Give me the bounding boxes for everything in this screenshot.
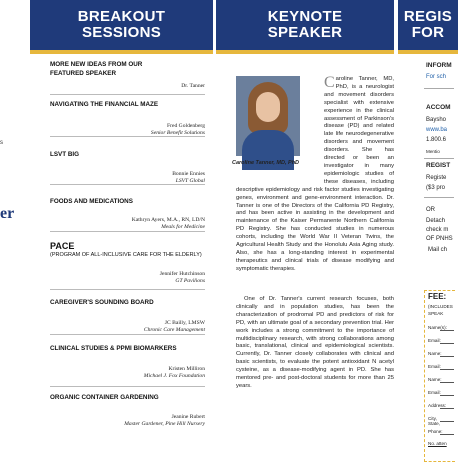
mail-check-text: Mail ch <box>428 247 448 253</box>
session-org: Meals for Medicine <box>161 224 205 230</box>
speaker-text: SPEAK <box>428 311 444 316</box>
keynote-header <box>216 0 394 50</box>
email-field-label: Email: <box>428 338 441 343</box>
session-org: LSVT Global <box>175 178 205 184</box>
divider <box>424 197 454 198</box>
city-state-field-label: City, State, <box>428 416 441 426</box>
session-org: Chronic Care Management <box>143 327 205 333</box>
keynote-header-line1: KEYNOTE <box>267 8 343 25</box>
session-item <box>50 100 205 137</box>
hotel-phone: 1.800.6 <box>426 137 447 143</box>
session-item <box>50 197 205 232</box>
email-field-label: Email: <box>428 390 441 395</box>
session-item <box>50 241 205 290</box>
breakout-header-line1: BREAKOUT <box>77 8 166 25</box>
session-speaker: Dr. Tanner <box>181 83 205 89</box>
registration-gold-rule <box>398 50 458 54</box>
fragment-text: s <box>0 140 3 146</box>
attendees-field-label: No. atten <box>428 441 447 446</box>
session-item <box>50 150 205 185</box>
includes-text: (INCLUDES <box>428 304 453 309</box>
name-input[interactable] <box>440 382 454 383</box>
keynote-header-line2: SPEAKER <box>267 24 343 41</box>
registration-heading: REGIST <box>426 162 451 169</box>
divider <box>424 158 454 159</box>
check-text: check m <box>426 227 449 233</box>
session-org: Master Gardener, Pine Hill Nursery <box>124 421 205 427</box>
session-speaker: Jennifer Hutchinson <box>159 271 205 277</box>
for-schedule-text: For sch <box>426 74 447 80</box>
session-item <box>50 393 205 433</box>
registration-header <box>398 0 458 50</box>
left-page-fragment <box>0 0 30 450</box>
name-input[interactable] <box>440 356 454 357</box>
phone-field-label: Phone: <box>428 429 443 434</box>
hotel-website: www.ba <box>426 127 448 133</box>
session-title: CAREGIVER'S SOUNDING BOARD <box>50 299 154 306</box>
keynote-column <box>216 0 394 450</box>
name-field-label: Name(s): <box>428 325 447 330</box>
registration-header-line2: FOR <box>411 24 445 41</box>
breakout-column <box>30 0 213 450</box>
session-title: LSVT BIG <box>50 151 80 158</box>
breakout-header <box>30 0 213 50</box>
bio-paragraph-1 <box>236 76 394 286</box>
photo-caption: Caroline Tanner, MD, PhD <box>232 160 300 166</box>
session-item <box>50 344 205 387</box>
registration-column <box>398 0 453 450</box>
session-speaker: Kristen Milliron <box>168 366 205 372</box>
phone-input[interactable] <box>440 434 454 435</box>
session-subtitle: (PROGRAM OF ALL-INCLUSIVE CARE FOR THE ELDERLY) <box>50 252 202 258</box>
address-input[interactable] <box>440 408 454 409</box>
inform-heading: INFORM <box>426 62 452 69</box>
divider <box>424 88 454 89</box>
session-item <box>50 298 205 335</box>
city-state-input[interactable] <box>440 421 454 422</box>
breakout-gold-rule <box>30 50 213 54</box>
drop-cap: C <box>324 74 335 91</box>
email-input[interactable] <box>440 343 454 344</box>
fee-heading: FEE: <box>428 292 447 301</box>
session-title: FOODS AND MEDICATIONS <box>50 198 133 205</box>
session-org: Michael J. Fox Foundation <box>143 373 205 379</box>
bio-paragraph-2: One of Dr. Tanner's current research focuses, both clinically and in population studies, has been the characterization of prodromal PD and predictors of risk for PD, with an ultimate goal of a secondary prevention trial. Her work includes a strong commitment to the importance of multidisciplinary research, with strong collaborations among basic, translational, clinical and epidemiological scientists. Currently, Dr. Tanner closely collaborates with clinical and basic scientists, to evaluate the potent antioxidant N acetyl cysteine, as a disease-modifying agent in PD. She has mentored pre- and post-doctoral students for more than 25 years. <box>236 296 394 389</box>
email-field-label: Email: <box>428 364 441 369</box>
hotel-name: Baysho <box>426 117 447 123</box>
email-input[interactable] <box>440 395 454 396</box>
pnhs-text: OF PNHS <box>426 236 453 242</box>
name-field-label: Name: <box>428 351 442 356</box>
email-input[interactable] <box>440 369 454 370</box>
detach-text: Detach <box>426 218 446 224</box>
keynote-gold-rule <box>216 50 394 54</box>
session-title: PACE <box>50 241 75 251</box>
session-speaker: Kathryn Ayers, M.A., RN, LD/N <box>131 217 205 223</box>
session-speaker: JC Bailly, LMSW <box>164 320 205 326</box>
session-title: CLINICAL STUDIES & PPMI BIOMARKERS <box>50 345 177 352</box>
or-text: OR <box>426 207 435 213</box>
session-org: GT Pavilions <box>175 278 205 284</box>
mention-text: Mentio <box>426 149 440 154</box>
session-title: MORE NEW IDEAS FROM OUR FEATURED SPEAKER <box>50 61 143 77</box>
session-title: ORGANIC CONTAINER GARDENING <box>50 394 159 401</box>
session-title: NAVIGATING THE FINANCIAL MAZE <box>50 101 159 108</box>
session-speaker: Bonnie Ennies <box>172 171 205 177</box>
session-org: Senior Benefit Solutions <box>150 130 205 136</box>
address-field-label: Address: <box>428 403 447 408</box>
breakout-header-line2: SESSIONS <box>81 24 162 41</box>
session-item <box>50 60 205 95</box>
name-input[interactable] <box>440 330 454 331</box>
register-text: Registe <box>426 175 447 181</box>
session-speaker: Jeanine Rubert <box>171 414 205 420</box>
price-text: ($3 pro <box>426 185 446 191</box>
session-speaker: Fred Goldenberg <box>167 123 205 129</box>
accommodation-heading: ACCOM <box>426 104 451 111</box>
fragment-heading: er <box>0 205 15 222</box>
name-field-label: Name: <box>428 377 442 382</box>
bio-text-1: aroline Tanner, MD, PhD, is a neurologist and movement disorders specialist with extensive experience in the clinical assessment of Parkinson's disease (PD) and related late life neurodegenerative disorders and movement disorders. She has directed or been an investigator in many epidemiologic studies of these diseases, including descriptive epidemiology and risk factor studies investigating genes, environment and gene-environment interaction. Dr. Tanner is one of the Directors of the California PD Registry, and has been active in assisting in the development and maintenance of the Kaiser Permanente Northern California PD Registry. She has conducted studies in numerous cohorts, including the World War II Veteran Twins, the Agricultural Health Study and the Honolulu Asia Aging study. Also, she has a long-standing interest in experimental therapeutics and clinical trials of disease modifying and symptomatic therapies. <box>236 76 394 272</box>
registration-header-line1: REGIS <box>403 8 453 25</box>
